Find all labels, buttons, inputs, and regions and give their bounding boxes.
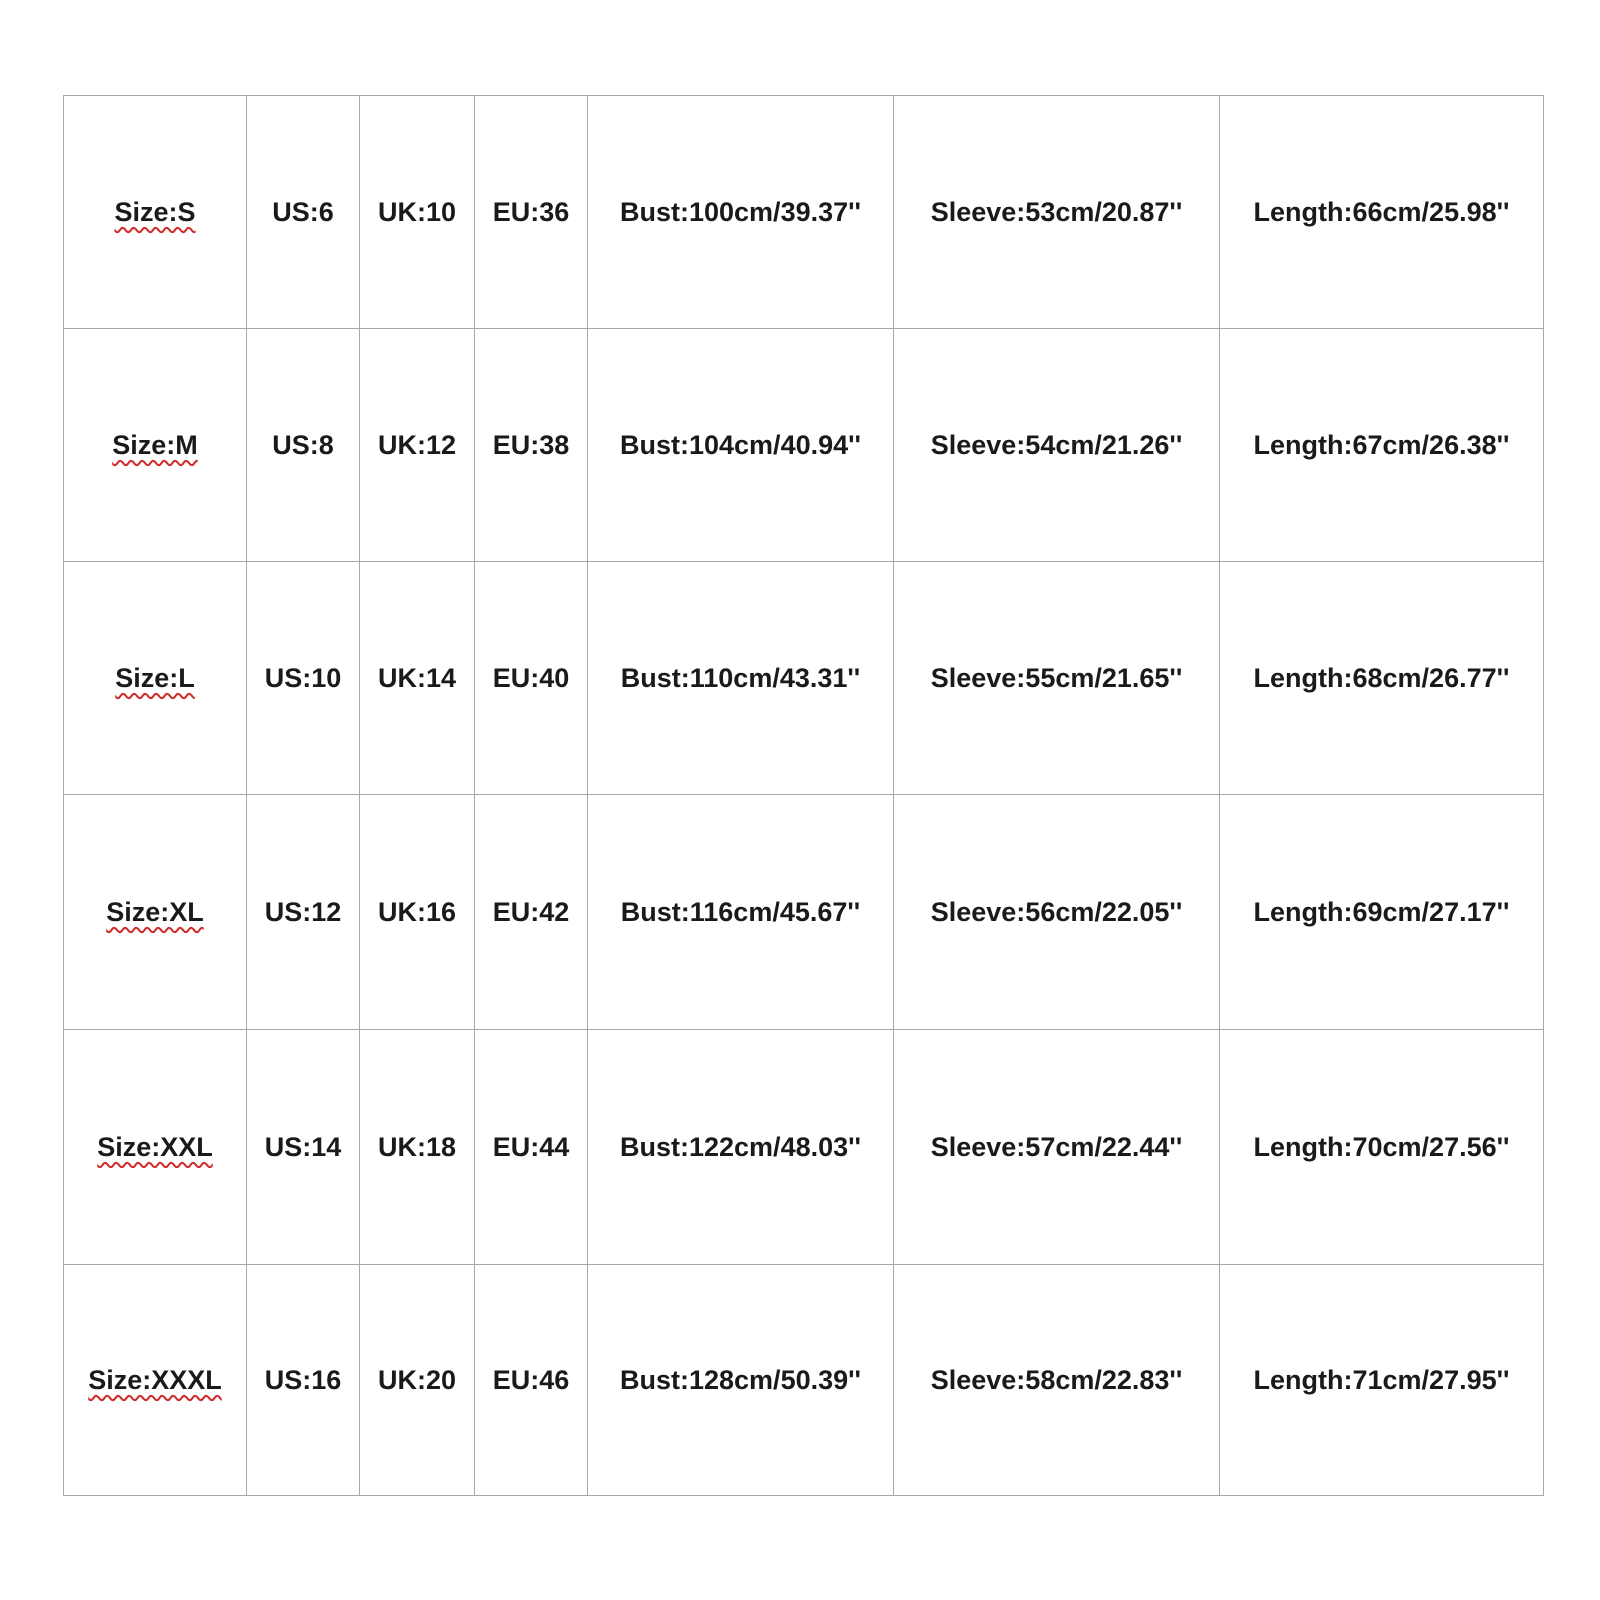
eu-size-cell: EU:40 (475, 562, 588, 795)
us-size-cell: US:14 (247, 1030, 360, 1265)
size-label: Size:L (115, 662, 195, 693)
size-label: Size:S (114, 196, 196, 227)
size-cell (64, 795, 247, 1030)
length-cell: Length:69cm/27.17'' (1220, 795, 1544, 1030)
size-label: Size:M (112, 429, 198, 460)
table-row (64, 1265, 1544, 1496)
sleeve-cell: Sleeve:55cm/21.65'' (894, 562, 1220, 795)
us-size-cell: US:12 (247, 795, 360, 1030)
bust-cell: Bust:100cm/39.37'' (588, 96, 894, 329)
sleeve-cell: Sleeve:57cm/22.44'' (894, 1030, 1220, 1265)
size-label: Size:XXL (97, 1131, 213, 1162)
size-label: Size:XL (106, 896, 204, 927)
length-cell: Length:67cm/26.38'' (1220, 329, 1544, 562)
table-row (64, 1030, 1544, 1265)
eu-size-cell: EU:38 (475, 329, 588, 562)
length-cell: Length:70cm/27.56'' (1220, 1030, 1544, 1265)
eu-size-cell: EU:46 (475, 1265, 588, 1496)
uk-size-cell: UK:18 (360, 1030, 475, 1265)
uk-size-cell: UK:14 (360, 562, 475, 795)
size-label: Size:XXXL (88, 1364, 222, 1395)
bust-cell: Bust:116cm/45.67'' (588, 795, 894, 1030)
uk-size-cell: UK:16 (360, 795, 475, 1030)
us-size-cell: US:6 (247, 96, 360, 329)
size-chart-table (63, 95, 1544, 1496)
us-size-cell: US:16 (247, 1265, 360, 1496)
table-row (64, 96, 1544, 329)
uk-size-cell: UK:10 (360, 96, 475, 329)
sleeve-cell: Sleeve:53cm/20.87'' (894, 96, 1220, 329)
eu-size-cell: EU:44 (475, 1030, 588, 1265)
sleeve-cell: Sleeve:58cm/22.83'' (894, 1265, 1220, 1496)
eu-size-cell: EU:42 (475, 795, 588, 1030)
table-row (64, 795, 1544, 1030)
uk-size-cell: UK:20 (360, 1265, 475, 1496)
size-cell (64, 562, 247, 795)
us-size-cell: US:8 (247, 329, 360, 562)
table-row (64, 562, 1544, 795)
sleeve-cell: Sleeve:54cm/21.26'' (894, 329, 1220, 562)
uk-size-cell: UK:12 (360, 329, 475, 562)
bust-cell: Bust:122cm/48.03'' (588, 1030, 894, 1265)
length-cell: Length:68cm/26.77'' (1220, 562, 1544, 795)
size-cell (64, 1030, 247, 1265)
sleeve-cell: Sleeve:56cm/22.05'' (894, 795, 1220, 1030)
bust-cell: Bust:110cm/43.31'' (588, 562, 894, 795)
bust-cell: Bust:128cm/50.39'' (588, 1265, 894, 1496)
size-cell (64, 96, 247, 329)
size-cell (64, 329, 247, 562)
eu-size-cell: EU:36 (475, 96, 588, 329)
us-size-cell: US:10 (247, 562, 360, 795)
table-row (64, 329, 1544, 562)
length-cell: Length:66cm/25.98'' (1220, 96, 1544, 329)
length-cell: Length:71cm/27.95'' (1220, 1265, 1544, 1496)
bust-cell: Bust:104cm/40.94'' (588, 329, 894, 562)
size-cell (64, 1265, 247, 1496)
